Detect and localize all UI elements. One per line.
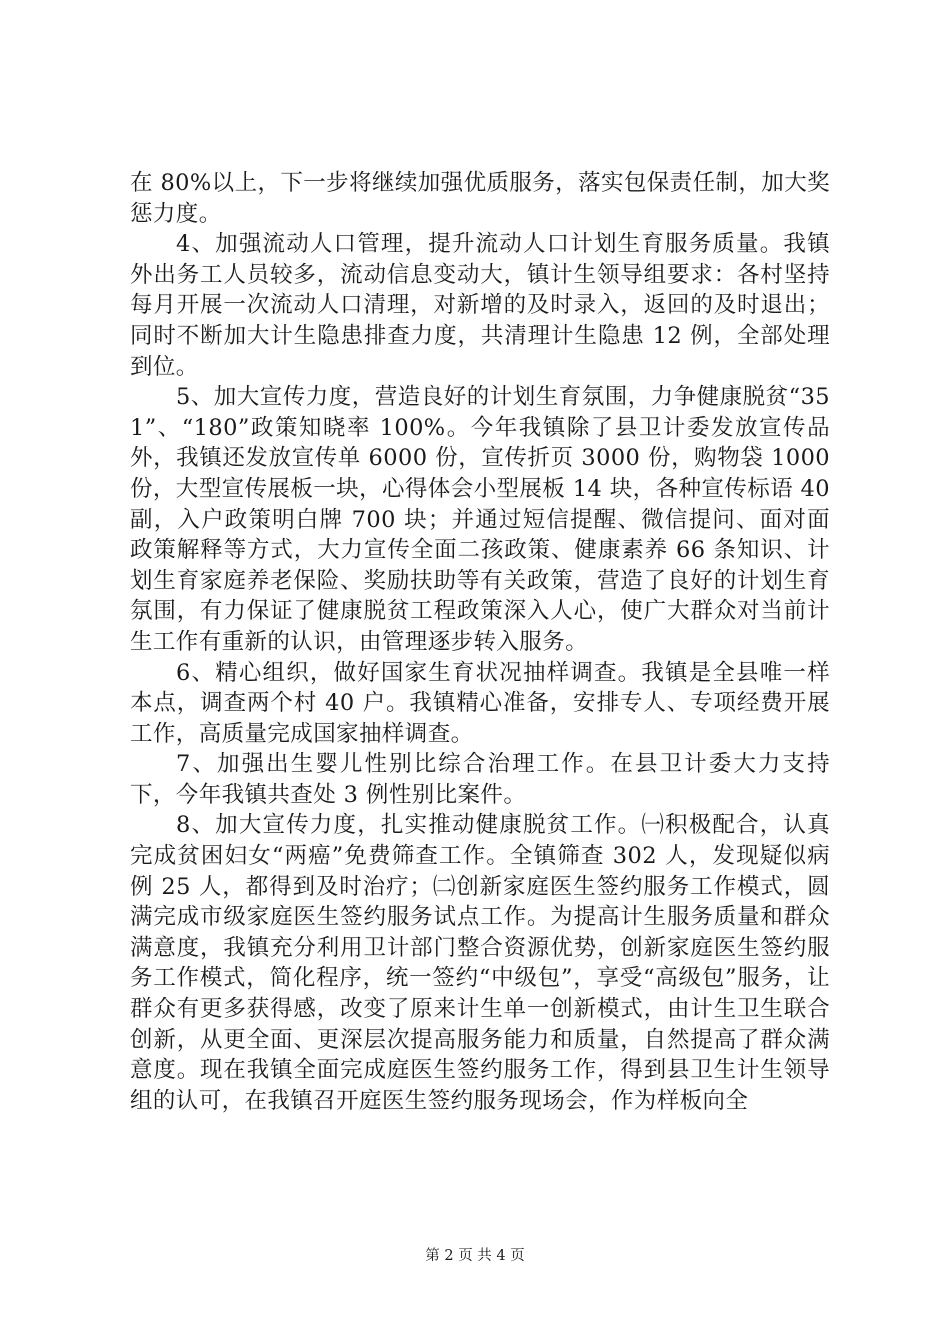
document-body [130, 168, 830, 1116]
paragraph-item-7: 7、加强出生婴儿性别比综合治理工作。在县卫计委大力支持下，今年我镇共查处 3 例性别比案件。 [130, 751, 830, 808]
paragraph-item-5: 5、加大宣传力度，营造良好的计划生育氛围，力争健康脱贫“351”、“180”政策知晓率 100%。今年我镇除了县卫计委发放宣传品外，我镇还发放宣传单 6000 份，宣传折页 3000 份，购物袋 1000 份，大型宣传展板一块，心得体会小型展板 14 块，各种宣传标语 40 副，入户政策明白牌 700 块；并通过短信提醒、微信提问、面对面政策解释等方式，大力宣传全面二孩政策、健康素养 66 条知识、计划生育家庭养老保险、奖励扶助等有关政策，营造了良好的计划生育氛围，有力保证了健康脱贫工程政策深入人心，使广大群众对当前计生工作有重新的认识，由管理逐步转入服务。 [130, 384, 830, 655]
paragraph-item-6: 6、精心组织，做好国家生育状况抽样调查。我镇是全县唯一样本点，调查两个村 40 户。我镇精心准备，安排专人、专项经费开展工作，高质量完成国家抽样调查。 [130, 659, 830, 747]
paragraph-continuation: 在 80%以上，下一步将继续加强优质服务，落实包保责任制，加大奖惩力度。 [130, 170, 830, 227]
paragraph-item-8: 8、加大宣传力度，扎实推动健康脱贫工作。㈠积极配合，认真完成贫困妇女“两癌”免费筛查工作。全镇筛查 302 人，发现疑似病例 25 人，都得到及时治疗；㈡创新家庭医生签约服务工作模式，圆满完成市级家庭医生签约服务试点工作。为提高计生服务质量和群众满意度，我镇充分利用卫计部门整合资源优势，创新家庭医生签约服务工作模式，简化程序，统一签约“中级包”，享受“高级包”服务，让群众有更多获得感，改变了原来计生单一创新模式，由计生卫生联合创新，从更全面、更深层次提高服务能力和质量，自然提高了群众满意度。现在我镇全面完成庭医生签约服务工作，得到县卫生计生领导组的认可，在我镇召开庭医生签约服务现场会，作为样板向全 [130, 812, 830, 1114]
paragraph-item-4: 4、加强流动人口管理，提升流动人口计划生育服务质量。我镇外出务工人员较多，流动信息变动大，镇计生领导组要求：各村坚持每月开展一次流动人口清理，对新增的及时录入，返回的及时退出；同时不断加大计生隐患排查力度，共清理计生隐患 12 例，全部处理到位。 [130, 231, 830, 380]
page-number-footer: 第 2 页 共 4 页 [425, 1248, 525, 1264]
